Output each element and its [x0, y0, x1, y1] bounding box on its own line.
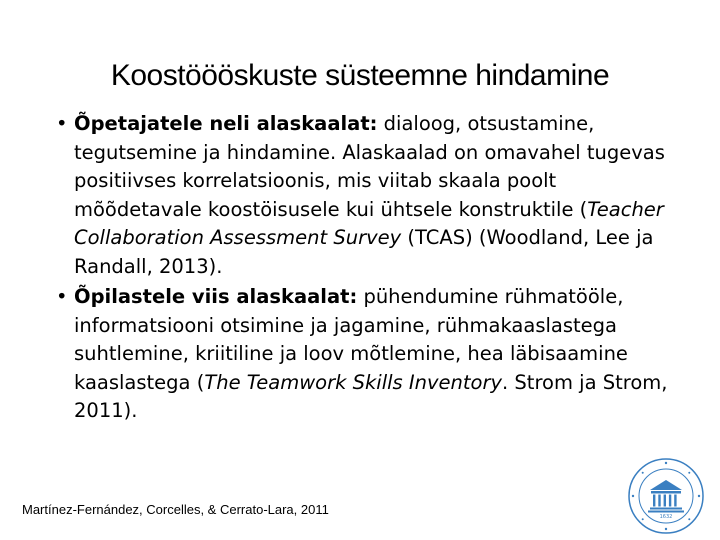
footer-citation: Martínez-Fernández, Corcelles, & Cerrato-Lara, 2011 [22, 502, 329, 517]
bullet-italic-title: Teacher Collaboration Assessment Survey [74, 197, 664, 249]
bullet-lead: Õpilastele viis alaskaalat: [74, 285, 358, 308]
slide-title: Koostöööskuste süsteemne hindamine [110, 59, 610, 92]
bullet-list [54, 110, 684, 428]
bullet-text: dialoog, otsustamine, tegutsemine ja hindamine. Alaskaalad on omavahel tugevas positiivses korrelatsioonis, mis viitab skaala poolt mõõdetavale koostöisusele kui ühtsele konstruktile ( [74, 112, 665, 221]
bullet-italic-title: The Teamwork Skills Inventory [204, 370, 503, 394]
seal-year: 1632 [659, 514, 673, 520]
bullet-lead: Õpetajatele neli alaskaalat: [74, 112, 378, 135]
bullet-teachers [54, 110, 684, 281]
university-seal-icon [626, 456, 706, 536]
bullet-text-end: (TCAS) (Woodland, Lee ja Randall, 2013). [74, 226, 654, 278]
bullet-mark: • [56, 112, 68, 135]
bullet-students [54, 283, 684, 426]
bullet-mark: • [56, 285, 68, 308]
bullet-text: pühendumine rühmatööle, informatsiooni otsimine ja jagamine, rühmakaaslastega suhtlemine, kriitiline ja loov mõtlemine, hea läbisaamine kaaslastega ( [74, 285, 628, 394]
bullet-text-end: . Strom ja Strom, 2011). [74, 370, 668, 422]
